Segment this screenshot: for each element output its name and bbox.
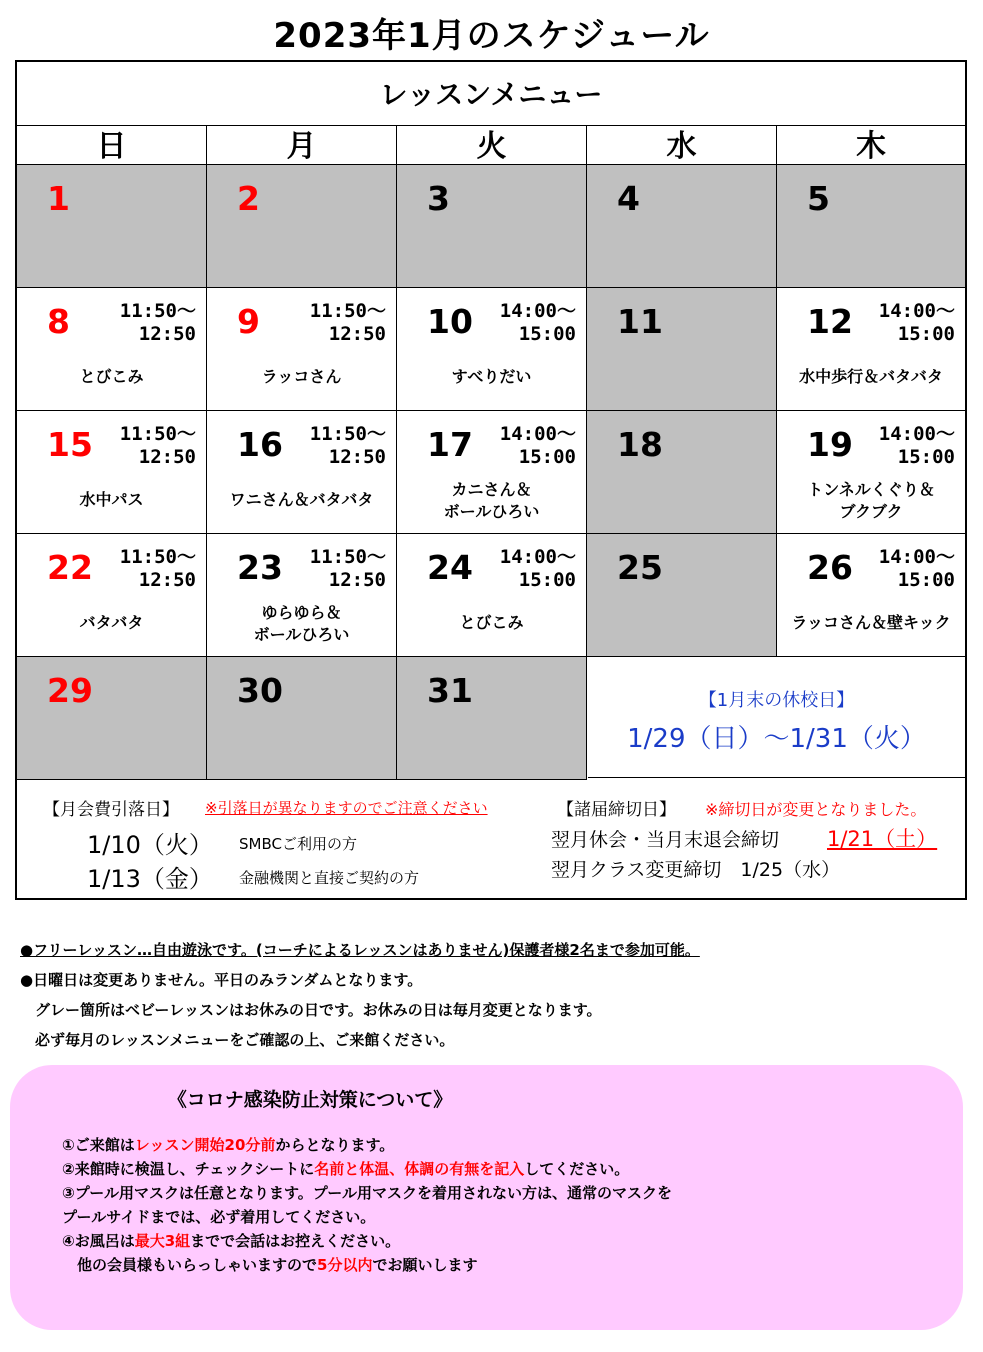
deadline-text-2: 翌月クラス変更締切 1/25（水） <box>551 859 841 881</box>
day-cell <box>207 657 397 780</box>
lesson-name: カニさん＆ <box>451 480 532 499</box>
day-cell <box>397 657 587 780</box>
day-number: 10 <box>427 302 473 341</box>
holiday-dates: 1/29（日）～1/31（火） <box>627 724 926 754</box>
covid-lines <box>62 1133 672 1277</box>
fees-note: ※引落日が異なりますのでご注意ください <box>205 799 488 817</box>
day-number: 30 <box>237 671 283 710</box>
day-cell <box>777 411 965 534</box>
day-cell <box>587 165 777 288</box>
covid-box <box>10 1065 963 1330</box>
day-number: 9 <box>237 302 260 341</box>
schedule-table <box>15 60 967 900</box>
dow-mon: 月 <box>207 125 397 165</box>
day-cell <box>17 165 207 288</box>
note-line: ●日曜日は変更ありません。平日のみランダムとなります。 <box>20 971 423 989</box>
fee-date-2: 1/13（金） <box>87 865 213 893</box>
covid-line: ①ご来館はレッスン開始20分前からとなります。 <box>62 1136 395 1154</box>
lesson-time: 11:50～ 12:50 <box>119 300 196 345</box>
notes-section <box>20 935 700 1055</box>
day-number: 29 <box>47 671 93 710</box>
covid-line: ②来館時に検温し、チェックシートに名前と体温、体調の有無を記入してください。 <box>62 1160 630 1178</box>
day-number: 5 <box>807 179 830 218</box>
fees-section <box>17 779 965 899</box>
lesson-name: とびこみ <box>459 613 524 632</box>
lesson-name: ゆらゆら＆ <box>261 603 342 622</box>
day-cell <box>17 534 207 657</box>
dow-wed: 水 <box>587 125 777 165</box>
day-cell <box>777 534 965 657</box>
day-cell <box>397 534 587 657</box>
day-number: 25 <box>617 548 663 587</box>
lesson-time: 14:00～ 15:00 <box>878 546 955 591</box>
lesson-time: 14:00～ 15:00 <box>499 300 576 345</box>
lesson-name: すべりだい <box>451 367 532 386</box>
day-cell <box>17 411 207 534</box>
lesson-name: 水中歩行＆バタバタ <box>799 367 943 386</box>
day-number: 4 <box>617 179 640 218</box>
fee-text-1: SMBCご利用の方 <box>239 835 357 853</box>
day-cell <box>397 165 587 288</box>
day-cell <box>207 165 397 288</box>
day-number: 17 <box>427 425 473 464</box>
lesson-name: トンネルくぐり＆ <box>807 480 935 499</box>
covid-line: ③プール用マスクは任意となります。プール用マスクを着用されない方は、通常のマスクを <box>62 1184 673 1202</box>
day-cell <box>587 411 777 534</box>
day-number: 19 <box>807 425 853 464</box>
day-cell <box>397 411 587 534</box>
fee-date-1: 1/10（火） <box>87 831 213 859</box>
day-number: 1 <box>47 179 70 218</box>
day-number: 8 <box>47 302 70 341</box>
deadline-label: 【諸届締切日】 <box>557 800 676 820</box>
lesson-name: 水中パス <box>79 490 144 509</box>
lesson-name: バタバタ <box>79 613 144 632</box>
day-cell <box>587 288 777 411</box>
day-cell <box>207 534 397 657</box>
lesson-name: ラッコさん＆壁キック <box>791 613 951 632</box>
lesson-menu-header: レッスンメニュー <box>17 62 965 126</box>
covid-line: 他の会員様もいらっしゃいますので5分以内でお願いします <box>62 1256 478 1274</box>
day-cell <box>777 165 965 288</box>
deadline-date-1: 1/21（土） <box>827 827 938 851</box>
lesson-time: 11:50～ 12:50 <box>119 423 196 468</box>
lesson-time: 14:00～ 15:00 <box>878 300 955 345</box>
lesson-time: 14:00～ 15:00 <box>499 546 576 591</box>
deadline-note: ※締切日が変更となりました。 <box>705 800 927 819</box>
day-number: 11 <box>617 302 663 341</box>
page-title: 2023年1月のスケジュール <box>273 16 710 56</box>
day-number: 23 <box>237 548 283 587</box>
lesson-name-line2: ブクブク <box>839 502 903 521</box>
holiday-title: 【1月末の休校日】 <box>698 690 855 711</box>
lesson-time: 11:50～ 12:50 <box>309 300 386 345</box>
day-number: 3 <box>427 179 450 218</box>
day-cell <box>207 411 397 534</box>
day-number: 22 <box>47 548 93 587</box>
dow-thu: 木 <box>777 125 965 165</box>
lesson-name-line2: ボールひろい <box>443 502 540 521</box>
day-cell <box>777 288 965 411</box>
dow-sun: 日 <box>17 125 207 165</box>
day-number: 26 <box>807 548 853 587</box>
day-number: 16 <box>237 425 283 464</box>
day-number: 18 <box>617 425 663 464</box>
day-number: 24 <box>427 548 473 587</box>
covid-title: 《コロナ感染防止対策について》 <box>167 1089 453 1111</box>
covid-line: ④お風呂は最大3組までで会話はお控えください。 <box>62 1232 401 1250</box>
covid-line: プールサイドまでは、必ず着用してください。 <box>62 1208 376 1226</box>
day-cell <box>207 288 397 411</box>
lesson-time: 11:50～ 12:50 <box>309 546 386 591</box>
holiday-box <box>588 658 965 778</box>
note-line: ●フリーレッスン…自由遊泳です。(コーチによるレッスンはありません)保護者様2名まで参加可能。 <box>20 941 700 959</box>
day-cell <box>397 288 587 411</box>
lesson-name: ラッコさん <box>261 367 342 386</box>
lesson-time: 11:50～ 12:50 <box>309 423 386 468</box>
lesson-time: 11:50～ 12:50 <box>119 546 196 591</box>
day-number: 31 <box>427 671 473 710</box>
day-cell <box>17 288 207 411</box>
lesson-name: ワニさん＆バタバタ <box>229 490 374 509</box>
lesson-name-line2: ボールひろい <box>253 625 350 644</box>
lesson-time: 14:00～ 15:00 <box>499 423 576 468</box>
note-line: グレー箇所はベビーレッスンはお休みの日です。お休みの日は毎月変更となります。 <box>20 1001 602 1019</box>
lesson-name: とびこみ <box>79 367 144 386</box>
day-number: 15 <box>47 425 93 464</box>
dow-tue: 火 <box>397 125 587 165</box>
day-number: 2 <box>237 179 260 218</box>
day-cell <box>587 534 777 657</box>
fee-text-2: 金融機関と直接ご契約の方 <box>239 869 420 887</box>
lesson-time: 14:00～ 15:00 <box>878 423 955 468</box>
note-line: 必ず毎月のレッスンメニューをご確認の上、ご来館ください。 <box>20 1031 455 1049</box>
fees-label: 【月会費引落日】 <box>43 800 179 820</box>
deadline-text-1: 翌月休会・当月末退会締切 <box>551 829 780 851</box>
day-number: 12 <box>807 302 853 341</box>
day-cell <box>17 657 207 780</box>
